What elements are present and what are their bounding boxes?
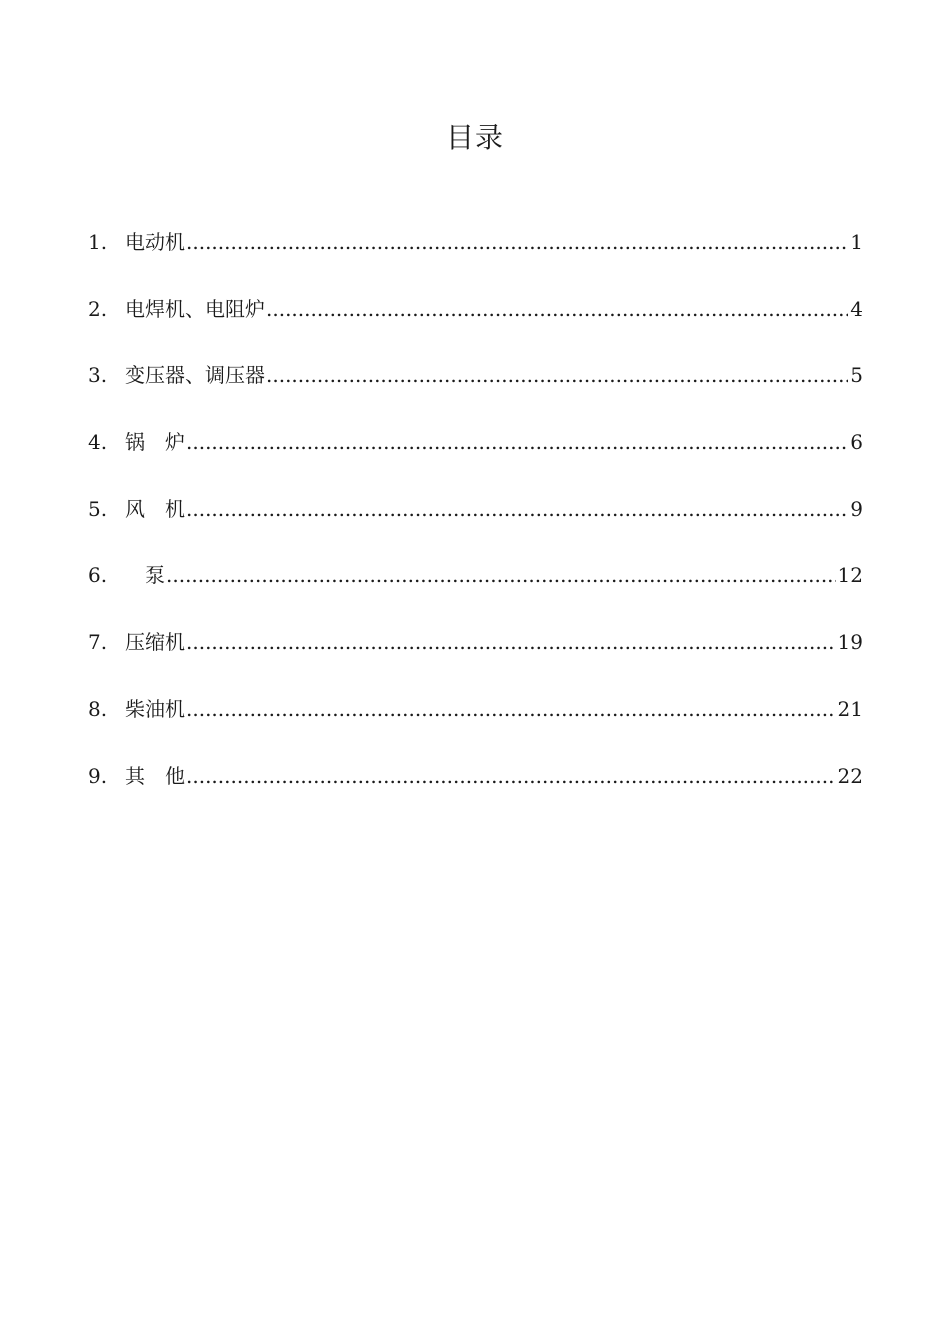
toc-entry-number: 1. <box>88 230 108 254</box>
toc-entry-label: 风 机 <box>125 496 185 521</box>
table-of-contents <box>88 224 863 824</box>
toc-entry-page: 6 <box>850 430 863 455</box>
toc-entry[interactable] <box>88 491 863 558</box>
toc-entry-page: 1 <box>850 230 863 254</box>
toc-dot-leader <box>166 557 836 593</box>
toc-entry-label: 电动机 <box>125 230 185 254</box>
toc-entry-number: 4. <box>88 430 108 455</box>
toc-entry-page: 5 <box>850 363 863 388</box>
toc-entry-page: 19 <box>837 630 863 655</box>
toc-entry-label: 电焊机、电阻炉 <box>125 296 265 321</box>
toc-entry[interactable] <box>88 224 863 291</box>
toc-entry-number: 3. <box>88 363 108 388</box>
toc-dot-leader <box>266 357 848 393</box>
toc-dot-leader <box>266 291 848 327</box>
toc-entry[interactable] <box>88 691 863 758</box>
toc-dot-leader <box>186 491 848 527</box>
toc-entry[interactable] <box>88 624 863 691</box>
toc-entry[interactable] <box>88 424 863 491</box>
page-title: 目录 <box>445 121 504 154</box>
toc-entry-label: 压缩机 <box>125 630 185 655</box>
toc-entry-page: 12 <box>837 563 863 588</box>
toc-dot-leader <box>186 424 848 460</box>
toc-dot-leader <box>186 691 836 727</box>
toc-entry-number: 5. <box>88 496 108 521</box>
toc-entry[interactable] <box>88 758 863 825</box>
toc-entry-number: 8. <box>88 696 108 721</box>
toc-entry[interactable] <box>88 357 863 424</box>
toc-entry-label: 柴油机 <box>125 696 185 721</box>
toc-entry-number: 7. <box>88 630 108 655</box>
toc-dot-leader <box>186 224 848 260</box>
toc-entry[interactable] <box>88 291 863 358</box>
toc-entry-number: 9. <box>88 763 108 788</box>
toc-dot-leader <box>186 624 836 660</box>
toc-entry-number: 6. <box>88 563 108 588</box>
toc-dot-leader <box>186 758 836 794</box>
toc-entry-label: 泵 <box>125 563 165 588</box>
toc-entry-label: 锅 炉 <box>125 430 185 455</box>
toc-entry-label: 其 他 <box>125 763 185 788</box>
toc-entry-page: 9 <box>850 496 863 521</box>
toc-entry[interactable] <box>88 557 863 624</box>
toc-entry-page: 4 <box>850 296 863 321</box>
toc-entry-page: 21 <box>837 696 863 721</box>
toc-entry-number: 2. <box>88 296 108 321</box>
toc-entry-page: 22 <box>837 763 863 788</box>
toc-entry-label: 变压器、调压器 <box>125 363 265 388</box>
